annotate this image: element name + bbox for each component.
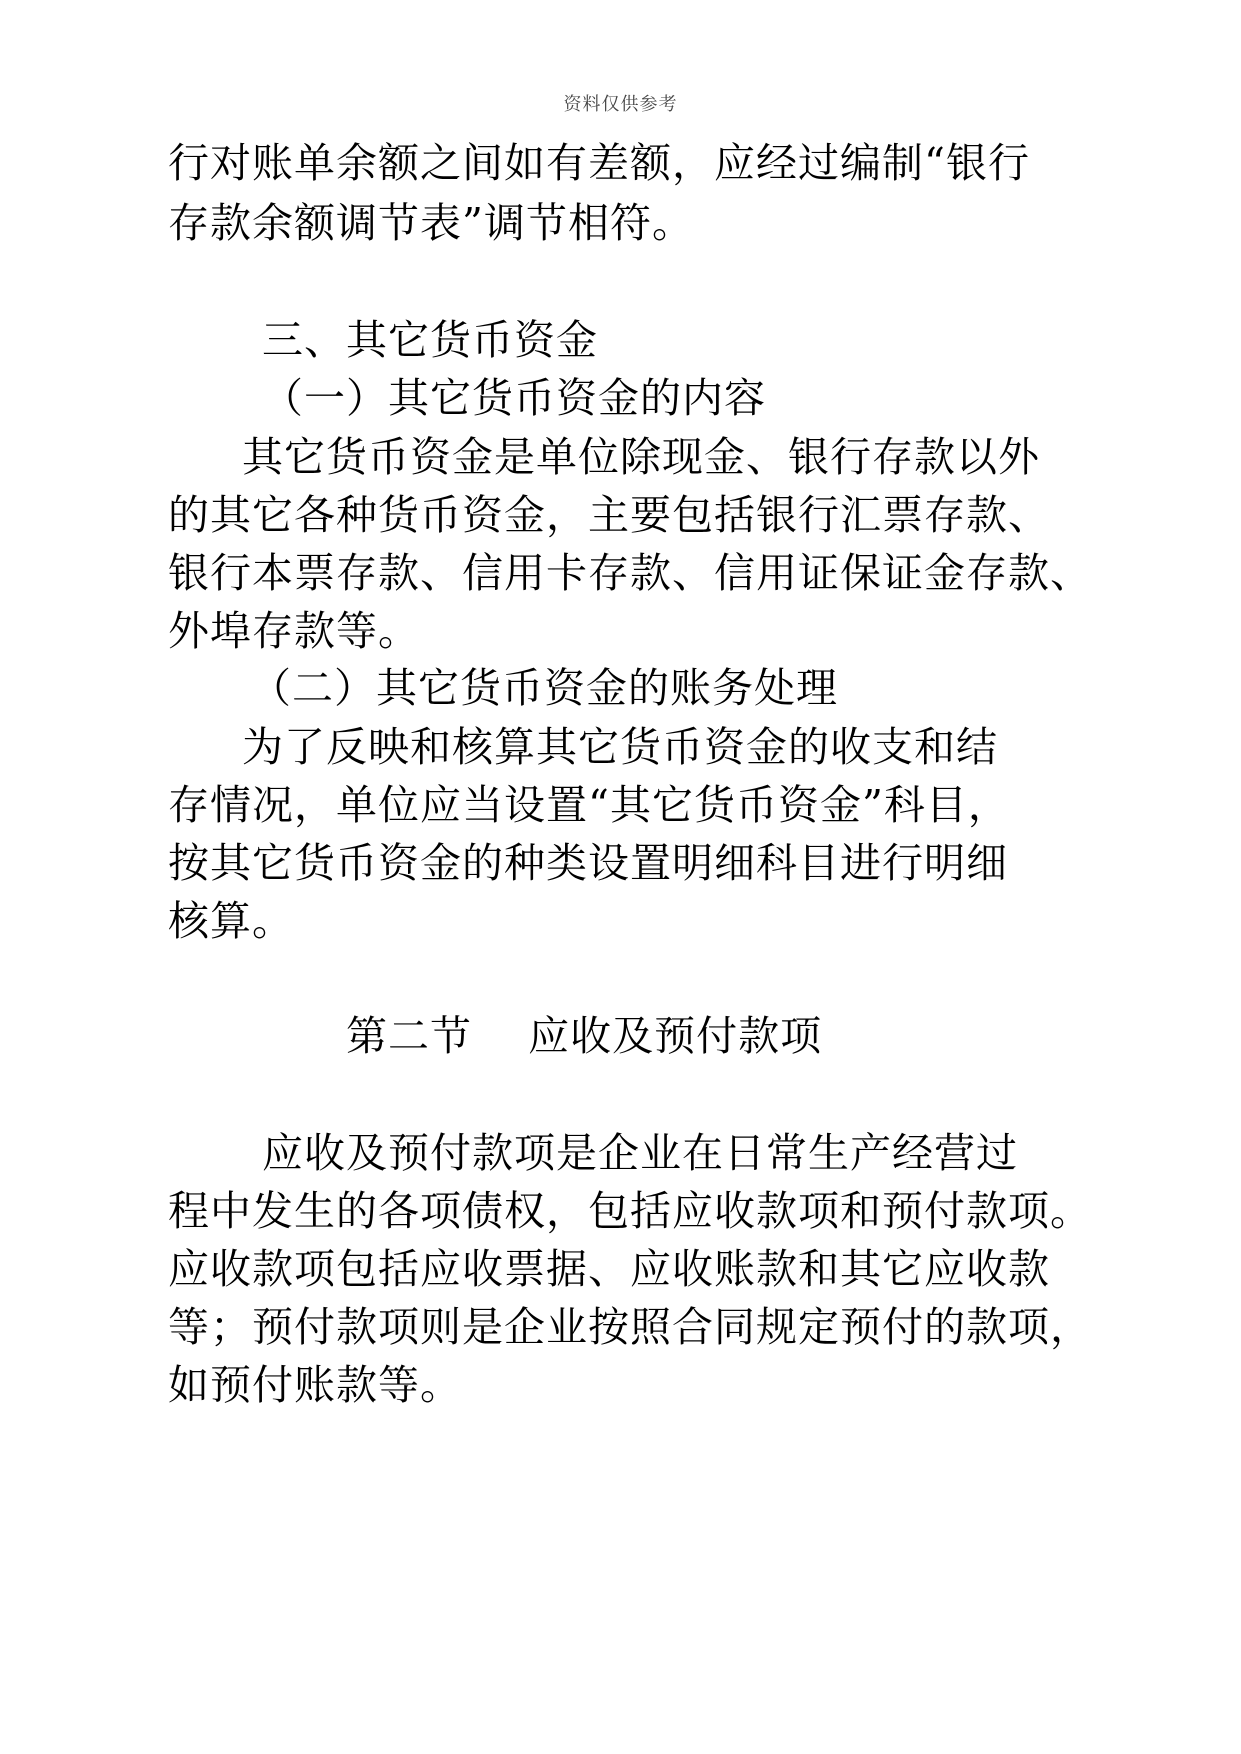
paragraph-line: 如预付账款等。 bbox=[168, 1361, 462, 1409]
paragraph-line: 其它货币资金是单位除现金、银行存款以外 bbox=[242, 433, 1040, 481]
paragraph-line: 程中发生的各项债权，包括应收款项和预付款项。 bbox=[168, 1187, 1092, 1235]
paragraph-line: 行对账单余额之间如有差额，应经过编制“银行 bbox=[168, 139, 1030, 187]
paragraph-line: 的其它各种货币资金，主要包括银行汇票存款、 bbox=[168, 491, 1050, 539]
section-heading: 三、其它货币资金 bbox=[262, 316, 598, 364]
paragraph-line: 外埠存款等。 bbox=[168, 607, 420, 655]
paragraph-line: 应收款项包括应收票据、应收账款和其它应收款 bbox=[168, 1245, 1050, 1293]
paragraph-line: 为了反映和核算其它货币资金的收支和结 bbox=[242, 723, 998, 771]
subsection-heading: （二）其它货币资金的账务处理 bbox=[250, 664, 838, 712]
paragraph-line: 等；预付款项则是企业按照合同规定预付的款项， bbox=[168, 1303, 1092, 1351]
paragraph-line: 存情况，单位应当设置“其它货币资金”科目， bbox=[168, 781, 1010, 829]
subsection-heading: （一）其它货币资金的内容 bbox=[262, 374, 766, 422]
paragraph-line: 按其它货币资金的种类设置明细科目进行明细 bbox=[168, 839, 1008, 887]
paragraph-line: 存款余额调节表”调节相符。 bbox=[168, 199, 694, 247]
page-header: 资料仅供参考 bbox=[563, 94, 678, 115]
paragraph-line: 应收及预付款项是企业在日常生产经营过 bbox=[262, 1129, 1018, 1177]
paragraph-line: 银行本票存款、信用卡存款、信用证保证金存款、 bbox=[168, 549, 1092, 597]
paragraph-line: 核算。 bbox=[168, 897, 294, 945]
chapter-title: 第二节 应收及预付款项 bbox=[346, 1012, 823, 1060]
